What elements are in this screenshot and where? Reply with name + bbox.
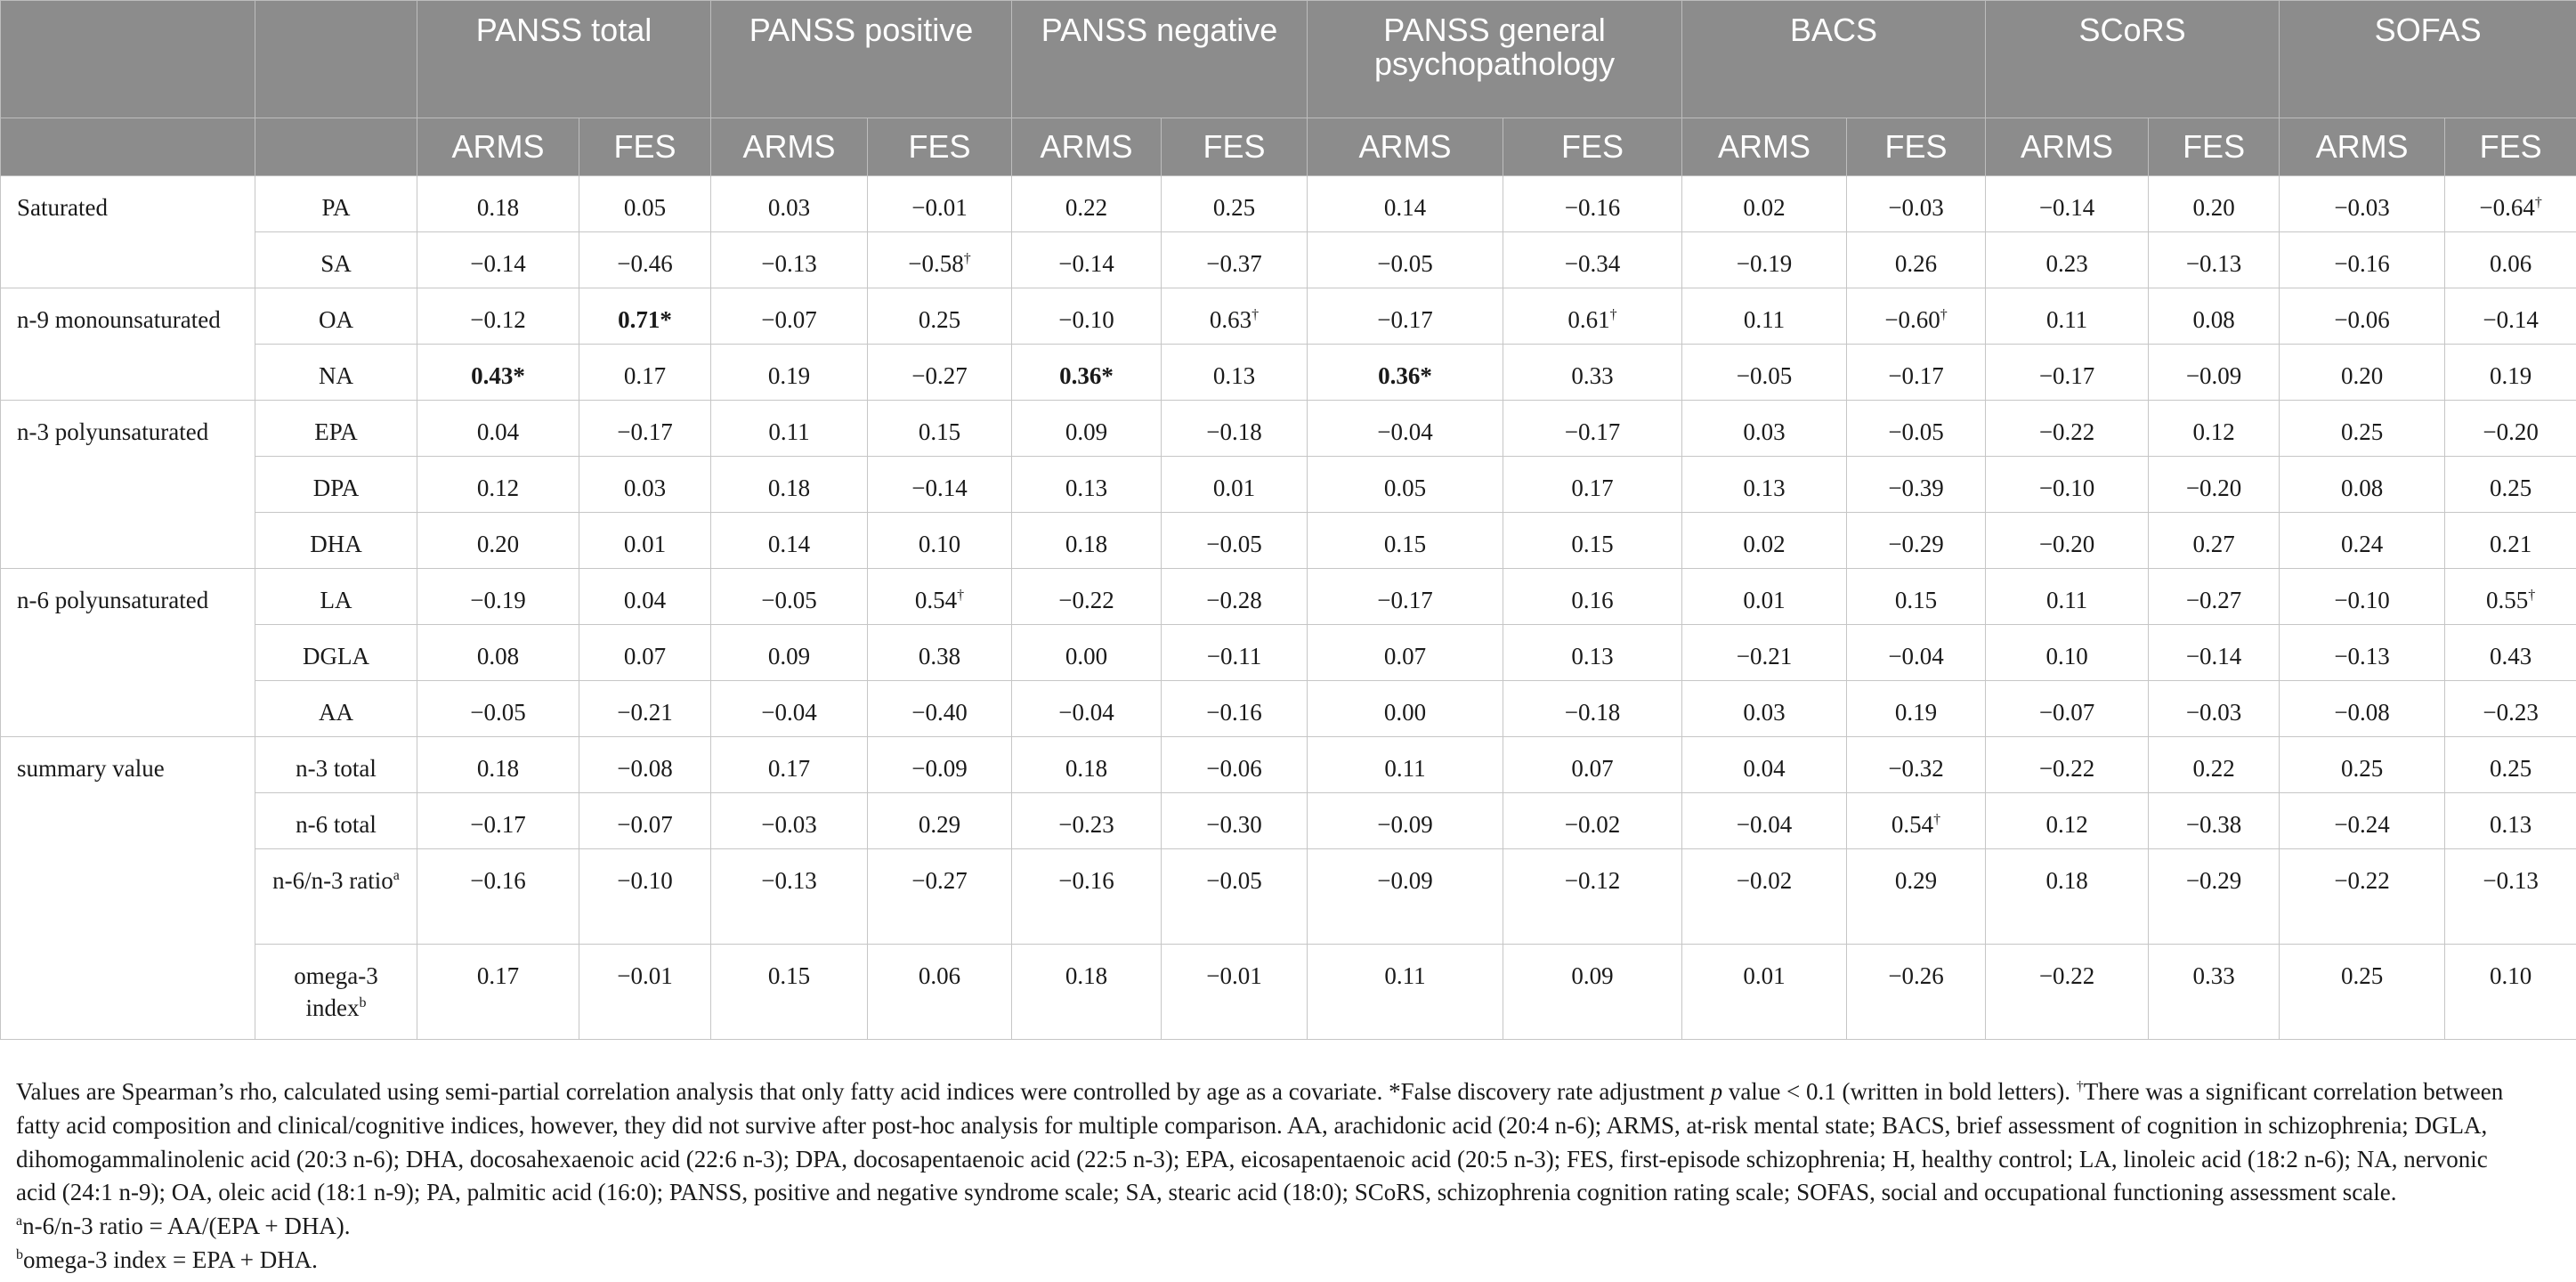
table-row (1, 401, 2576, 457)
fatty-acid-label (255, 176, 417, 232)
table-cell: 0.13 (2445, 793, 2576, 849)
corner-cell (1, 1, 255, 118)
row-group-label: summary value (1, 737, 255, 1040)
table-cell: −0.07 (1986, 681, 2149, 737)
footnote-a-text: n-6/n-3 ratio = AA/(EPA + DHA). (22, 1213, 351, 1240)
table-cell: −0.19 (1682, 232, 1847, 288)
table-cell: −0.58† (868, 232, 1012, 288)
table-cell: −0.39 (1847, 457, 1986, 513)
fatty-acid-name: n-3 total (296, 755, 377, 782)
table-cell: −0.13 (711, 232, 868, 288)
fatty-acid-name: LA (320, 587, 352, 613)
fatty-acid-label (255, 737, 417, 793)
table-cell: −0.14 (868, 457, 1012, 513)
table-cell: 0.18 (711, 457, 868, 513)
fatty-acid-name: NA (319, 362, 353, 389)
table-cell: −0.24 (2280, 793, 2445, 849)
table-cell: −0.12 (417, 288, 579, 345)
table-cell: 0.13 (1682, 457, 1847, 513)
table-cell: −0.17 (1847, 345, 1986, 401)
table-cell: 0.15 (1308, 513, 1503, 569)
table-cell: 0.10 (1986, 625, 2149, 681)
fatty-acid-label (255, 513, 417, 569)
table-cell: 0.09 (711, 625, 868, 681)
table-cell: −0.60† (1847, 288, 1986, 345)
table-cell: 0.33 (1503, 345, 1682, 401)
table-cell: 0.17 (579, 345, 711, 401)
table-cell: −0.17 (579, 401, 711, 457)
table-cell: −0.34 (1503, 232, 1682, 288)
fatty-acid-label (255, 401, 417, 457)
table-cell: 0.00 (1012, 625, 1162, 681)
dagger-marker: † (1252, 307, 1260, 322)
table-cell: −0.09 (868, 737, 1012, 793)
table-row (1, 288, 2576, 345)
table-cell: 0.11 (1682, 288, 1847, 345)
table-cell: 0.22 (1012, 176, 1162, 232)
column-subheader: FES (1503, 118, 1682, 176)
table-cell: 0.36* (1012, 345, 1162, 401)
table-cell: 0.19 (1847, 681, 1986, 737)
main-note (16, 1075, 2508, 1210)
table-cell: 0.07 (579, 625, 711, 681)
column-subheader: FES (2445, 118, 2576, 176)
table-cell: −0.16 (2280, 232, 2445, 288)
dagger-marker: † (1933, 812, 1941, 827)
table-cell: 0.20 (417, 513, 579, 569)
table-cell: −0.29 (1847, 513, 1986, 569)
fatty-acid-label (255, 793, 417, 849)
table-cell: −0.09 (1308, 793, 1503, 849)
table-row (1, 176, 2576, 232)
column-subheader: ARMS (2280, 118, 2445, 176)
table-cell: −0.17 (1986, 345, 2149, 401)
table-cell: 0.14 (1308, 176, 1503, 232)
table-cell: 0.01 (1682, 945, 1847, 1040)
table-cell: 0.25 (2280, 737, 2445, 793)
table-cell: 0.03 (1682, 681, 1847, 737)
table-cell: 0.20 (2149, 176, 2280, 232)
table-cell: −0.05 (1847, 401, 1986, 457)
table-cell: −0.46 (579, 232, 711, 288)
header-row-groups (1, 1, 2576, 118)
table-cell: −0.04 (1847, 625, 1986, 681)
table-cell: −0.05 (1682, 345, 1847, 401)
table-cell: 0.06 (868, 945, 1012, 1040)
table-cell: −0.09 (1308, 849, 1503, 945)
row-group-label: n-6 polyunsaturated (1, 569, 255, 737)
table-cell: 0.43* (417, 345, 579, 401)
table-cell: −0.14 (1986, 176, 2149, 232)
table-cell: 0.01 (1162, 457, 1308, 513)
table-cell: −0.17 (1503, 401, 1682, 457)
table-cell: 0.01 (579, 513, 711, 569)
table-cell: −0.18 (1162, 401, 1308, 457)
footnote-b-mark: b (16, 1246, 23, 1262)
table-cell: −0.01 (579, 945, 711, 1040)
table-cell: −0.32 (1847, 737, 1986, 793)
fatty-acid-label (255, 625, 417, 681)
table-cell: −0.14 (2149, 625, 2280, 681)
table-row (1, 457, 2576, 513)
table-cell: −0.14 (2445, 288, 2576, 345)
table-cell: 0.04 (579, 569, 711, 625)
column-subheader: ARMS (1986, 118, 2149, 176)
table-cell: −0.26 (1847, 945, 1986, 1040)
table-cell: 0.20 (2280, 345, 2445, 401)
table-cell: 0.13 (1162, 345, 1308, 401)
fatty-acid-label (255, 457, 417, 513)
column-group-header: PANSS negative (1012, 1, 1308, 118)
table-cell: −0.03 (2149, 681, 2280, 737)
table-cell: −0.37 (1162, 232, 1308, 288)
note-text-b: value < 0.1 (written in bold letters). (1722, 1078, 2077, 1105)
column-group-header: SCoRS (1986, 1, 2280, 118)
table-cell: 0.09 (1012, 401, 1162, 457)
table-cell: 0.05 (1308, 457, 1503, 513)
table-cell: 0.08 (2280, 457, 2445, 513)
table-cell: −0.30 (1162, 793, 1308, 849)
column-subheader: ARMS (1308, 118, 1503, 176)
row-group-label: Saturated (1, 176, 255, 288)
column-subheader: FES (1162, 118, 1308, 176)
footnote-marker: a (393, 868, 400, 883)
corner-cell-2 (255, 1, 417, 118)
table-cell: 0.25 (2280, 945, 2445, 1040)
table-cell: 0.05 (579, 176, 711, 232)
table-cell: −0.16 (417, 849, 579, 945)
column-subheader: FES (579, 118, 711, 176)
table-cell: −0.03 (1847, 176, 1986, 232)
table-row (1, 232, 2576, 288)
table-cell: 0.11 (1986, 569, 2149, 625)
fatty-acid-label (255, 345, 417, 401)
table-cell: −0.05 (417, 681, 579, 737)
table-cell: 0.06 (2445, 232, 2576, 288)
table-cell: 0.54† (1847, 793, 1986, 849)
table-cell: −0.29 (2149, 849, 2280, 945)
table-cell: −0.23 (2445, 681, 2576, 737)
table-cell: 0.16 (1503, 569, 1682, 625)
fatty-acid-name: SA (320, 250, 352, 277)
fatty-acid-name: n-6 total (296, 811, 377, 838)
table-cell: 0.11 (1308, 737, 1503, 793)
table-cell: 0.19 (711, 345, 868, 401)
footnote-a (16, 1210, 2508, 1244)
table-cell: 0.17 (711, 737, 868, 793)
table-cell: −0.07 (711, 288, 868, 345)
table-cell: 0.08 (417, 625, 579, 681)
table-cell: 0.29 (1847, 849, 1986, 945)
table-cell: −0.22 (2280, 849, 2445, 945)
table-cell: 0.11 (711, 401, 868, 457)
table-header (1, 1, 2576, 176)
note-text-c: There was a significant correlation between fatty acid composition and clinical/cognitive indices, however, they did not survive after post-hoc analysis for multiple comparison. AA, arachidonic acid (20:4 n-6); ARMS, at-risk mental state; BACS, brief assessment of cognition in schizophrenia; DGLA, dihomogammalinolenic acid (20:3 n-6); DHA, docosahexaenoic acid (22:6 n-3); DPA, docosapentaenoic acid (22:5 n-3); EPA, eicosapentaenoic acid (20:5 n-3); FES, first-episode schizophrenia; H, healthy control; LA, linoleic acid (18:2 n-6); NA, nervonic acid (24:1 n-9); OA, oleic acid (18:1 n-9); PA, palmitic acid (16:0); PANSS, positive and negative syndrome scale; SA, stearic acid (18:0); SCoRS, schizophrenia cognition rating scale; SOFAS, social and occupational functioning assessment scale. (16, 1078, 2504, 1206)
footnote-b-text: omega-3 index = EPA + DHA. (23, 1245, 318, 1273)
table-cell: 0.10 (2445, 945, 2576, 1040)
table-cell: 0.36* (1308, 345, 1503, 401)
fatty-acid-name: PA (321, 194, 351, 221)
table-row (1, 681, 2576, 737)
table-cell: −0.22 (1986, 401, 2149, 457)
table-row (1, 793, 2576, 849)
table-cell: 0.12 (1986, 793, 2149, 849)
column-group-header: SOFAS (2280, 1, 2576, 118)
column-subheader: FES (2149, 118, 2280, 176)
table-cell: 0.54† (868, 569, 1012, 625)
table-cell: 0.18 (1012, 945, 1162, 1040)
table-cell: −0.16 (1012, 849, 1162, 945)
column-group-header: PANSS general psychopathology (1308, 1, 1682, 118)
column-subheader: ARMS (417, 118, 579, 176)
table-cell: −0.22 (1012, 569, 1162, 625)
footnote-b (16, 1244, 2508, 1278)
note-p-italic: p (1710, 1078, 1723, 1105)
table-cell: 0.04 (1682, 737, 1847, 793)
table-cell: 0.43 (2445, 625, 2576, 681)
corner-cell-3 (1, 118, 255, 176)
table-cell: −0.14 (1012, 232, 1162, 288)
footnote-marker: b (359, 994, 367, 1010)
table-cell: 0.15 (1847, 569, 1986, 625)
fatty-acid-label (255, 569, 417, 625)
table-cell: −0.27 (868, 849, 1012, 945)
table-cell: 0.15 (711, 945, 868, 1040)
table-cell: −0.01 (1162, 945, 1308, 1040)
table-cell: −0.04 (711, 681, 868, 737)
table-cell: 0.18 (417, 176, 579, 232)
note-dagger: † (2076, 1079, 2084, 1094)
column-subheader: ARMS (1012, 118, 1162, 176)
column-group-header: PANSS positive (711, 1, 1012, 118)
table-row (1, 945, 2576, 1040)
table-cell: −0.28 (1162, 569, 1308, 625)
table-cell: 0.09 (1503, 945, 1682, 1040)
table-cell: −0.17 (1308, 288, 1503, 345)
table-cell: 0.25 (2445, 737, 2576, 793)
table-cell: 0.18 (417, 737, 579, 793)
row-group-label: n-3 polyunsaturated (1, 401, 255, 569)
table-cell: −0.16 (1162, 681, 1308, 737)
table-cell: −0.14 (417, 232, 579, 288)
fatty-acid-label (255, 849, 417, 945)
table-cell: 0.11 (1986, 288, 2149, 345)
fatty-acid-name: DHA (310, 531, 362, 557)
table-cell: −0.17 (1308, 569, 1503, 625)
table-cell: −0.04 (1682, 793, 1847, 849)
table-cell: −0.10 (579, 849, 711, 945)
table-cell: 0.19 (2445, 345, 2576, 401)
table-cell: −0.19 (417, 569, 579, 625)
table-cell: −0.21 (579, 681, 711, 737)
table-cell: −0.02 (1503, 793, 1682, 849)
table-cell: 0.04 (417, 401, 579, 457)
table-cell: −0.27 (868, 345, 1012, 401)
table-cell: 0.61† (1503, 288, 1682, 345)
table-cell: −0.38 (2149, 793, 2280, 849)
table-cell: −0.22 (1986, 945, 2149, 1040)
table-cell: −0.10 (1012, 288, 1162, 345)
dagger-marker: † (963, 251, 971, 266)
table-cell: 0.25 (2280, 401, 2445, 457)
table-cell: −0.64† (2445, 176, 2576, 232)
table-cell: 0.71* (579, 288, 711, 345)
table-cell: 0.01 (1682, 569, 1847, 625)
table-cell: 0.23 (1986, 232, 2149, 288)
table-cell: −0.40 (868, 681, 1012, 737)
table-cell: −0.05 (1162, 849, 1308, 945)
table-cell: 0.55† (2445, 569, 2576, 625)
table-cell: 0.00 (1308, 681, 1503, 737)
header-row-subcols (1, 118, 2576, 176)
table-cell: 0.22 (2149, 737, 2280, 793)
fatty-acid-name: AA (319, 699, 353, 726)
table-cell: −0.18 (1503, 681, 1682, 737)
table-cell: −0.17 (417, 793, 579, 849)
table-cell: 0.17 (417, 945, 579, 1040)
table-cell: 0.18 (1012, 513, 1162, 569)
table-cell: 0.63† (1162, 288, 1308, 345)
corner-cell-4 (255, 118, 417, 176)
table-cell: 0.29 (868, 793, 1012, 849)
table-cell: −0.03 (711, 793, 868, 849)
fatty-acid-label (255, 288, 417, 345)
table-cell: −0.06 (2280, 288, 2445, 345)
table-cell: 0.08 (2149, 288, 2280, 345)
table-cell: −0.22 (1986, 737, 2149, 793)
column-subheader: ARMS (1682, 118, 1847, 176)
table-cell: −0.10 (1986, 457, 2149, 513)
column-subheader: FES (1847, 118, 1986, 176)
table-cell: 0.15 (1503, 513, 1682, 569)
fatty-acid-label (255, 945, 417, 1040)
fatty-acid-name: DPA (312, 475, 360, 501)
table-cell: −0.13 (2149, 232, 2280, 288)
table-cell: 0.13 (1503, 625, 1682, 681)
row-group-label: n-9 monounsaturated (1, 288, 255, 401)
table-cell: −0.20 (1986, 513, 2149, 569)
table-cell: 0.14 (711, 513, 868, 569)
table-cell: 0.15 (868, 401, 1012, 457)
table-notes (0, 1040, 2524, 1278)
table-cell: 0.07 (1503, 737, 1682, 793)
table-cell: −0.09 (2149, 345, 2280, 401)
table-row (1, 345, 2576, 401)
note-text-a: Values are Spearman’s rho, calculated using semi-partial correlation analysis that only fatty acid indices were controlled by age as a covariate. *False discovery rate adjustment (16, 1078, 1711, 1105)
table-cell: −0.03 (2280, 176, 2445, 232)
table-cell: −0.04 (1012, 681, 1162, 737)
table-cell: 0.26 (1847, 232, 1986, 288)
fatty-acid-name: n-6/n-3 ratio (272, 867, 393, 894)
dagger-marker: † (1609, 307, 1617, 322)
table-cell: −0.05 (711, 569, 868, 625)
table-cell: 0.33 (2149, 945, 2280, 1040)
table-cell: −0.05 (1308, 232, 1503, 288)
column-subheader: FES (868, 118, 1012, 176)
table-row (1, 849, 2576, 945)
dagger-marker: † (957, 588, 965, 603)
table-cell: −0.20 (2445, 401, 2576, 457)
table-cell: −0.01 (868, 176, 1012, 232)
fatty-acid-name: DGLA (303, 643, 369, 669)
table-cell: −0.05 (1162, 513, 1308, 569)
table-cell: −0.13 (2280, 625, 2445, 681)
table-cell: −0.02 (1682, 849, 1847, 945)
fatty-acid-label (255, 232, 417, 288)
table-cell: 0.10 (868, 513, 1012, 569)
table-cell: −0.07 (579, 793, 711, 849)
table-cell: 0.02 (1682, 513, 1847, 569)
table-cell: −0.12 (1503, 849, 1682, 945)
table-cell: 0.24 (2280, 513, 2445, 569)
table-cell: 0.25 (1162, 176, 1308, 232)
table-cell: −0.27 (2149, 569, 2280, 625)
fatty-acid-label (255, 681, 417, 737)
table-cell: −0.06 (1162, 737, 1308, 793)
table-cell: 0.21 (2445, 513, 2576, 569)
column-group-header: BACS (1682, 1, 1986, 118)
column-subheader: ARMS (711, 118, 868, 176)
table-cell: 0.17 (1503, 457, 1682, 513)
table-cell: 0.07 (1308, 625, 1503, 681)
table-row (1, 513, 2576, 569)
table-cell: 0.18 (1986, 849, 2149, 945)
table-cell: 0.12 (2149, 401, 2280, 457)
dagger-marker: † (1940, 307, 1948, 322)
column-group-header: PANSS total (417, 1, 711, 118)
table-cell: −0.10 (2280, 569, 2445, 625)
table-cell: −0.08 (579, 737, 711, 793)
table-cell: 0.03 (711, 176, 868, 232)
table-cell: 0.38 (868, 625, 1012, 681)
footnote-a-mark: a (16, 1213, 23, 1229)
table-cell: 0.02 (1682, 176, 1847, 232)
table-cell: 0.03 (1682, 401, 1847, 457)
table-cell: 0.27 (2149, 513, 2280, 569)
table-cell: −0.08 (2280, 681, 2445, 737)
table-cell: 0.25 (868, 288, 1012, 345)
table-cell: −0.21 (1682, 625, 1847, 681)
dagger-marker: † (2528, 588, 2536, 603)
table-cell: 0.03 (579, 457, 711, 513)
fatty-acid-name: omega-3 index (294, 962, 378, 1021)
table-cell: 0.12 (417, 457, 579, 513)
table-cell: 0.18 (1012, 737, 1162, 793)
table-cell: 0.11 (1308, 945, 1503, 1040)
table-cell: −0.13 (711, 849, 868, 945)
table-row (1, 569, 2576, 625)
dagger-marker: † (2534, 195, 2542, 210)
table-cell: −0.11 (1162, 625, 1308, 681)
table-cell: 0.13 (1012, 457, 1162, 513)
table-cell: −0.23 (1012, 793, 1162, 849)
table-body (1, 176, 2576, 1040)
table-cell: −0.13 (2445, 849, 2576, 945)
table-cell: −0.16 (1503, 176, 1682, 232)
fatty-acid-name: OA (319, 306, 353, 333)
table-row (1, 625, 2576, 681)
fatty-acid-name: EPA (314, 418, 358, 445)
table-row (1, 737, 2576, 793)
table-cell: −0.04 (1308, 401, 1503, 457)
table-cell: 0.25 (2445, 457, 2576, 513)
table-cell: −0.20 (2149, 457, 2280, 513)
